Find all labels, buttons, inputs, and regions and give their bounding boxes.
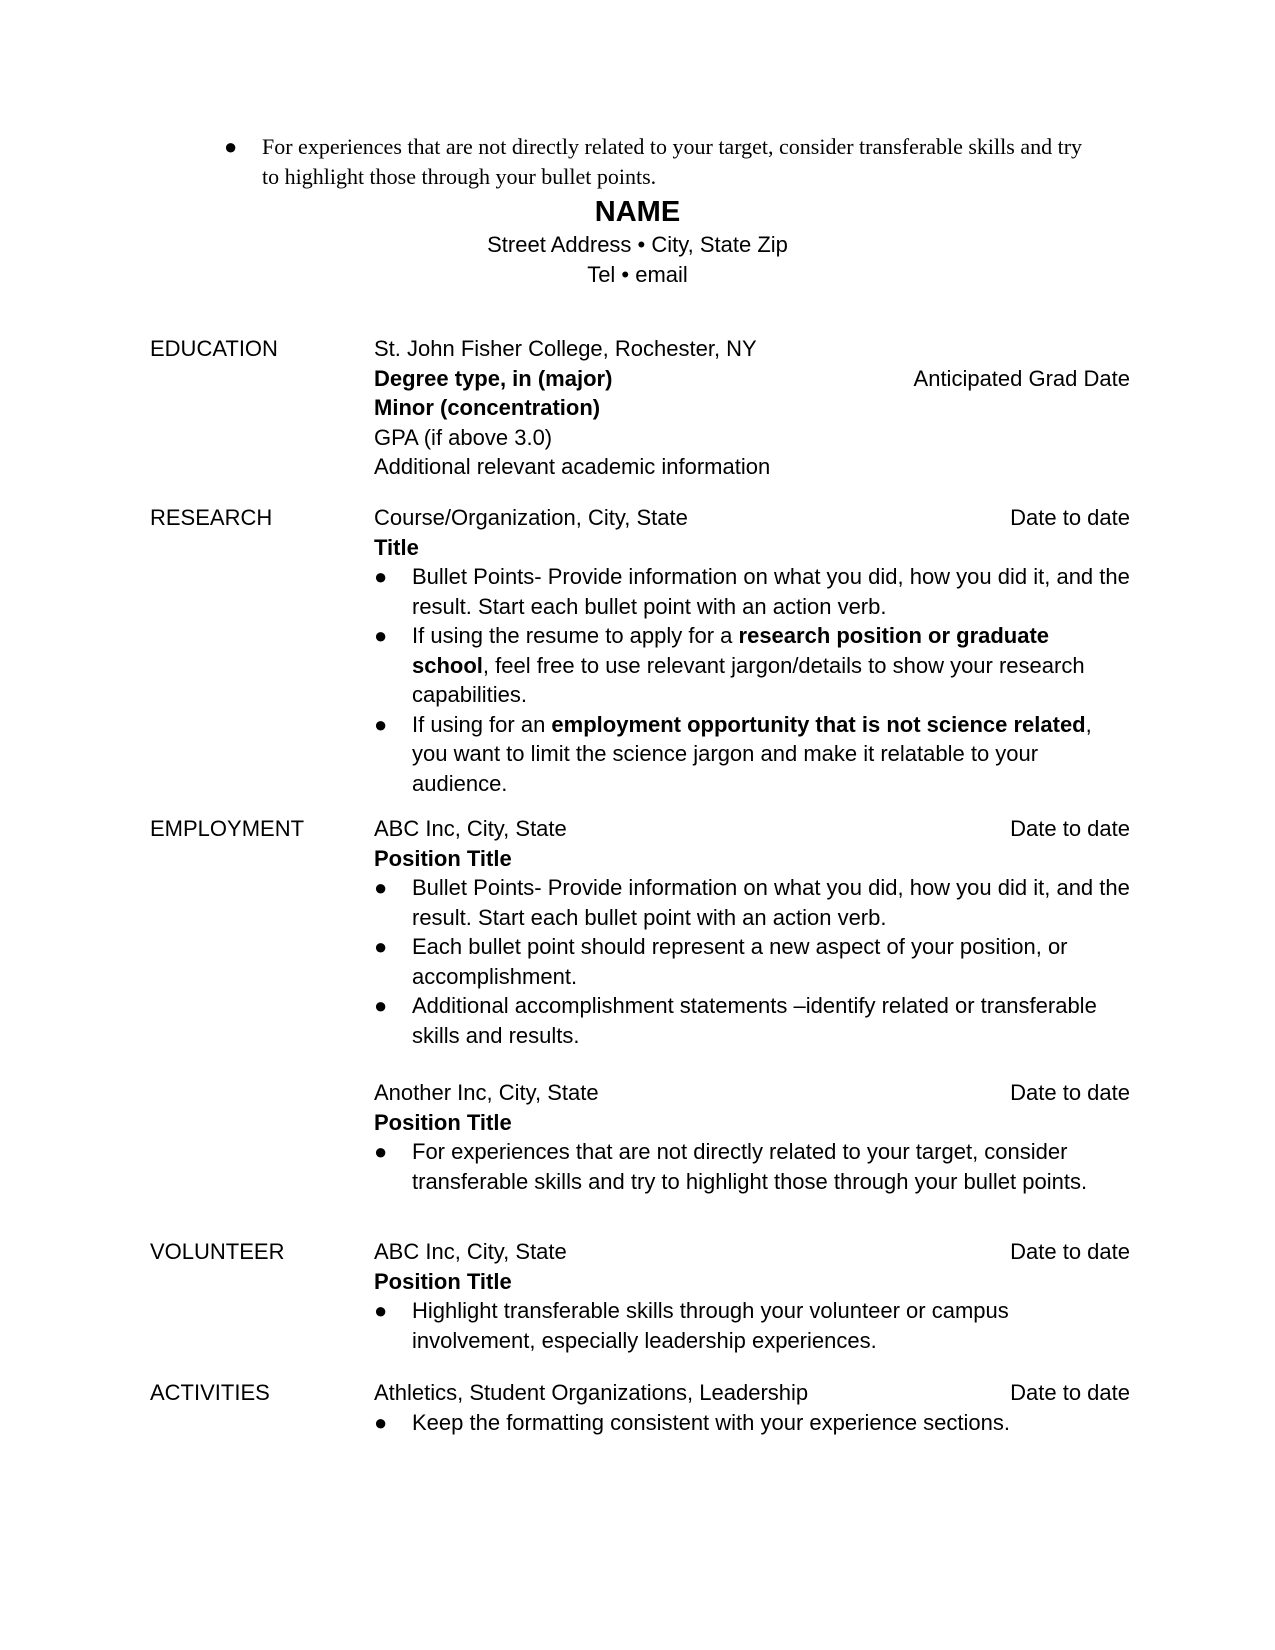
- education-minor: Minor (concentration): [374, 395, 601, 420]
- list-item: [374, 562, 1130, 621]
- volunteer-content: [374, 1237, 1130, 1355]
- education-section: [150, 334, 1130, 482]
- activities-bullet-1: Keep the formatting consistent with your experience sections.: [412, 1409, 1010, 1435]
- bullet-marker: ●: [374, 1139, 388, 1164]
- list-item: [374, 710, 1130, 799]
- resume-header: [0, 194, 1275, 290]
- research-bullet-1: Bullet Points- Provide information on what you did, how you did it, and the result. Start each bullet point with an action verb.: [412, 564, 1130, 619]
- research-date: Date to date: [1010, 505, 1130, 530]
- research-bullet-2-post: , feel free to use relevant jargon/details to show your research capabilities.: [412, 652, 1085, 707]
- bullet-marker: ●: [374, 711, 388, 737]
- research-bullet-2-bold: research position or graduate school: [412, 623, 1050, 678]
- research-bullet-3-pre: If using for an: [412, 711, 552, 737]
- resume-address: Street Address • City, State Zip: [487, 232, 788, 257]
- bullet-marker: ●: [374, 623, 388, 648]
- research-org: Course/Organization, City, State: [374, 505, 688, 530]
- education-degree: Degree type, in (major): [374, 365, 613, 391]
- spacer: [374, 1050, 1130, 1078]
- list-item: [374, 621, 1130, 710]
- employment-content: [374, 814, 1130, 1196]
- job1-org: ABC Inc, City, State: [374, 816, 567, 841]
- top-note: [224, 132, 1104, 192]
- volunteer-title: Position Title: [374, 1268, 512, 1294]
- bullet-marker: ●: [374, 993, 388, 1018]
- job1-bullet-3: Additional accomplishment statements –identify related or transferable skills and results.: [412, 993, 1097, 1048]
- job2-org-row: [374, 1078, 1130, 1108]
- employment-section: [150, 814, 1130, 1196]
- volunteer-section: [150, 1237, 1130, 1355]
- research-title: Title: [374, 534, 419, 560]
- education-additional: Additional relevant academic information: [374, 454, 771, 479]
- research-bullet-3-post: , you want to limit the science jargon and make it relatable to your audience.: [412, 711, 1092, 796]
- research-label: RESEARCH: [150, 505, 273, 530]
- job1-org-row: [374, 814, 1130, 844]
- education-gpa: GPA (if above 3.0): [374, 424, 553, 450]
- education-grad-date: Anticipated Grad Date: [913, 365, 1130, 391]
- bullet-marker: ●: [374, 875, 388, 900]
- bullet-marker: ●: [374, 1298, 388, 1323]
- bullet-marker: ●: [224, 134, 238, 159]
- bullet-marker: ●: [374, 934, 388, 959]
- research-org-row: [374, 503, 1130, 533]
- volunteer-org-row: [374, 1237, 1130, 1267]
- education-degree-row: [374, 364, 1130, 394]
- job2-bullet-1: For experiences that are not directly related to your target, consider transferable skills and try to highlight those through your bullet points.: [412, 1139, 1088, 1194]
- list-item: [374, 991, 1130, 1050]
- top-note-text: For experiences that are not directly related to your target, consider transferable skills and try to highlight those through your bullet points.: [262, 134, 1083, 189]
- activities-content: [374, 1378, 1130, 1437]
- job1-bullet-2: Each bullet point should represent a new aspect of your position, or accomplishment.: [412, 934, 1068, 989]
- bullet-marker: ●: [374, 564, 388, 589]
- job2-date: Date to date: [1010, 1080, 1130, 1105]
- job1-bullet-1: Bullet Points- Provide information on what you did, how you did it, and the result. Start each bullet point with an action verb.: [412, 875, 1130, 930]
- education-content: [374, 334, 1130, 482]
- list-item: [374, 1408, 1130, 1438]
- research-section: [150, 503, 1130, 798]
- research-bullet-2-pre: If using the resume to apply for a: [412, 623, 739, 648]
- employment-label: EMPLOYMENT: [150, 816, 305, 841]
- education-school: St. John Fisher College, Rochester, NY: [374, 336, 757, 361]
- activities-section: [150, 1378, 1130, 1437]
- activities-org: Athletics, Student Organizations, Leadership: [374, 1380, 809, 1405]
- volunteer-org: ABC Inc, City, State: [374, 1239, 567, 1264]
- research-bullet-3-bold: employment opportunity that is not science related: [551, 711, 1086, 737]
- list-item: [374, 1296, 1130, 1355]
- resume-contact: Tel • email: [587, 262, 688, 287]
- job1-date: Date to date: [1010, 816, 1130, 841]
- job2-title: Position Title: [374, 1109, 512, 1135]
- list-item: [374, 1137, 1130, 1196]
- activities-label: ACTIVITIES: [150, 1380, 270, 1405]
- volunteer-date: Date to date: [1010, 1239, 1130, 1264]
- activities-date: Date to date: [1010, 1380, 1130, 1405]
- list-item: [374, 932, 1130, 991]
- education-label: EDUCATION: [150, 336, 278, 361]
- list-item: [374, 873, 1130, 932]
- volunteer-bullet-1: Highlight transferable skills through your volunteer or campus involvement, especially leadership experiences.: [412, 1298, 1009, 1353]
- activities-org-row: [374, 1378, 1130, 1408]
- research-content: [374, 503, 1130, 798]
- volunteer-label: VOLUNTEER: [150, 1239, 285, 1264]
- bullet-marker: ●: [374, 1409, 388, 1435]
- job1-title: Position Title: [374, 845, 512, 871]
- resume-name: NAME: [594, 196, 681, 228]
- job2-org: Another Inc, City, State: [374, 1080, 599, 1105]
